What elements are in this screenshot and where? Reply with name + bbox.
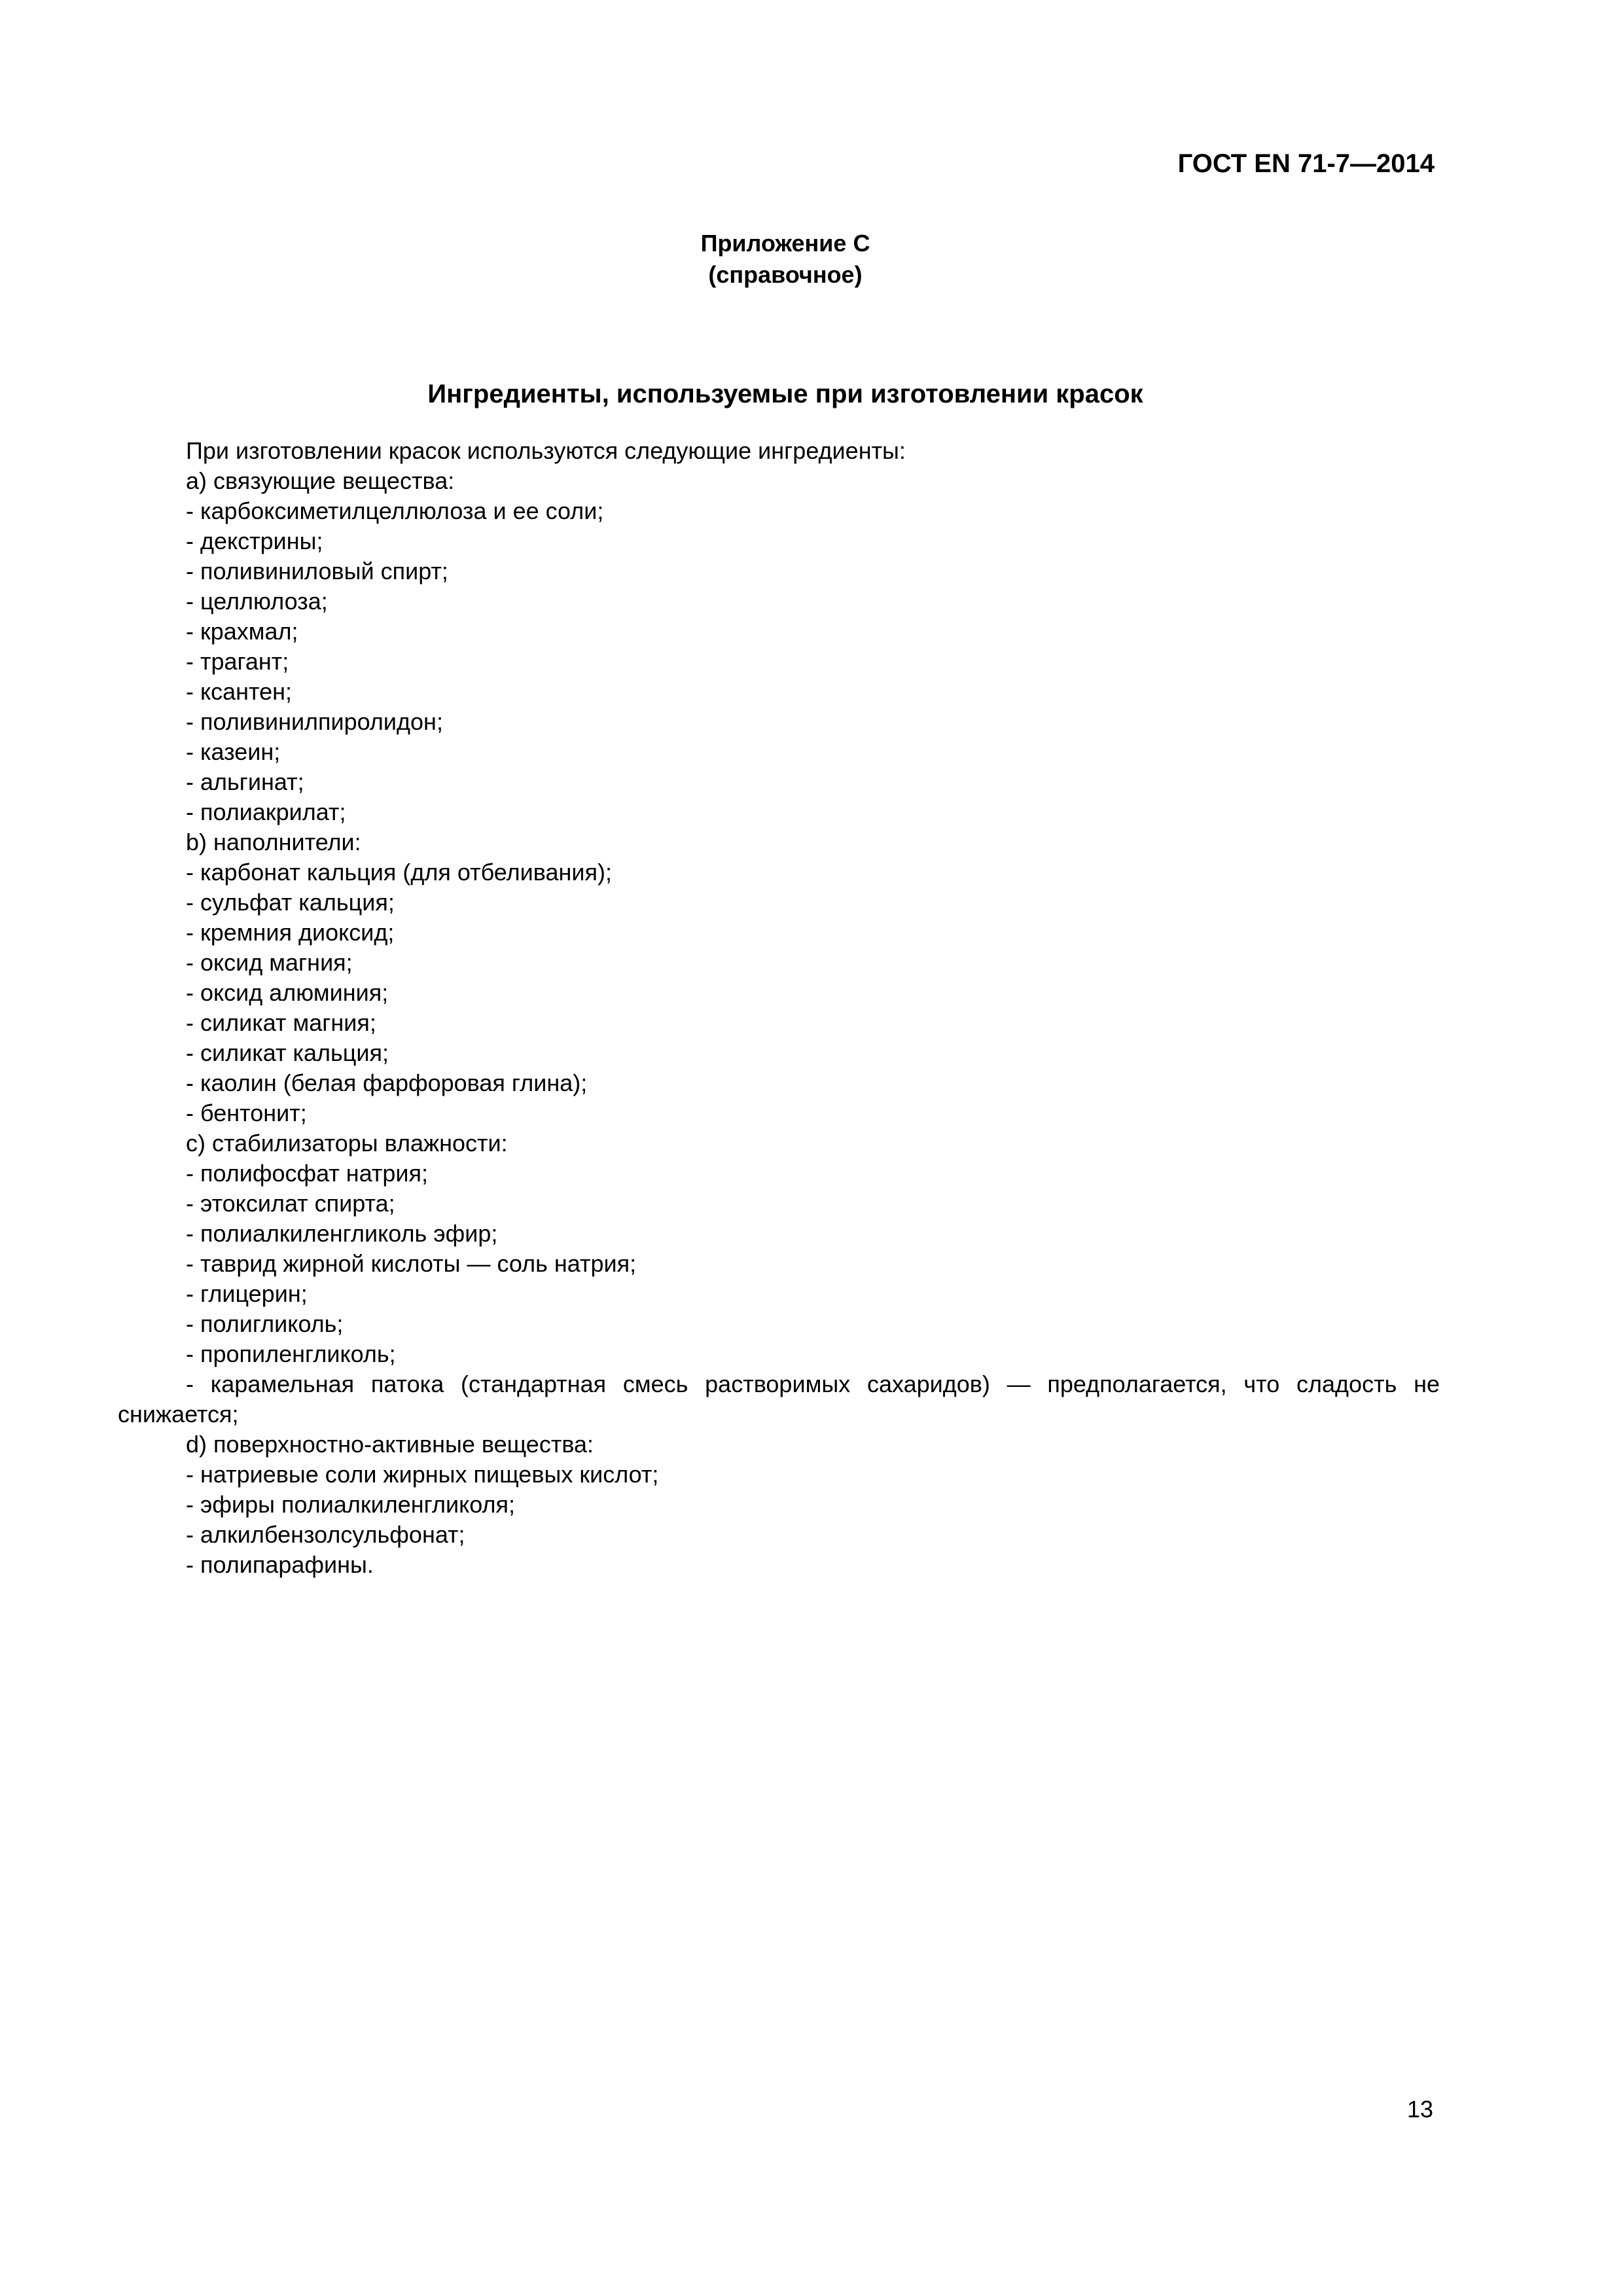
- list-item: - натриевые соли жирных пищевых кислот;: [186, 1461, 659, 1488]
- list-item: - альгинат;: [186, 768, 304, 795]
- list-item: - оксид алюминия;: [186, 979, 389, 1006]
- list-item: - алкилбензолсульфонат;: [186, 1521, 465, 1548]
- list-heading-surfactants: d) поверхностно-активные вещества:: [186, 1431, 594, 1458]
- list-item: - трагант;: [186, 648, 289, 675]
- list-item: - полипарафины.: [186, 1551, 374, 1578]
- list-item: - глицерин;: [186, 1280, 308, 1307]
- list-item: - оксид магния;: [186, 949, 353, 976]
- list-item: - полифосфат натрия;: [186, 1160, 429, 1187]
- intro-paragraph: При изготовлении красок используются следующие ингредиенты:: [186, 437, 906, 464]
- list-item: - казеин;: [186, 738, 281, 765]
- list-item: - крахмал;: [186, 618, 298, 645]
- section-title: Ингредиенты, используемые при изготовлении красок: [427, 380, 1143, 408]
- list-item: - карамельная патока (стандартная смесь растворимых сахаридов) — предполагается, что сладость не снижается;: [118, 1371, 1440, 1427]
- list-item: - полигликоль;: [186, 1310, 344, 1337]
- list-item: - силикат кальция;: [186, 1039, 389, 1066]
- list-heading-fillers: b) наполнители:: [186, 829, 361, 855]
- list-heading-humectants: c) стабилизаторы влажности:: [186, 1130, 508, 1157]
- list-item: - пропиленгликоль;: [186, 1340, 396, 1367]
- list-item: - полиалкиленгликоль эфир;: [186, 1220, 498, 1247]
- list-item: - поливиниловый спирт;: [186, 558, 448, 584]
- list-item: - карбонат кальция (для отбеливания);: [186, 859, 612, 886]
- list-item: - целлюлоза;: [186, 588, 328, 615]
- list-heading-binders: a) связующие вещества:: [186, 467, 455, 494]
- list-item: - таврид жирной кислоты — соль натрия;: [186, 1250, 637, 1277]
- body-text: [118, 436, 1440, 1580]
- annex-type: (справочное): [708, 261, 863, 288]
- list-item: - каолин (белая фарфоровая глина);: [186, 1069, 588, 1096]
- list-item: - этоксилат спирта;: [186, 1190, 395, 1217]
- annex-title: Приложение С: [700, 230, 870, 257]
- list-item: - кремния диоксид;: [186, 919, 395, 946]
- list-item: - силикат магния;: [186, 1009, 376, 1036]
- list-item: - поливинилпиролидон;: [186, 708, 443, 735]
- list-item: - эфиры полиалкиленгликоля;: [186, 1491, 515, 1518]
- list-item: - полиакрилат;: [186, 798, 346, 825]
- list-item: - бентонит;: [186, 1100, 307, 1126]
- standard-code: ГОСТ EN 71-7—2014: [1177, 149, 1435, 178]
- list-item: - карбоксиметилцеллюлоза и ее соли;: [186, 497, 604, 524]
- list-item: - ксантен;: [186, 678, 293, 705]
- page-number: 13: [1406, 2096, 1433, 2123]
- list-item: - декстрины;: [186, 528, 323, 554]
- list-item: - сульфат кальция;: [186, 889, 395, 916]
